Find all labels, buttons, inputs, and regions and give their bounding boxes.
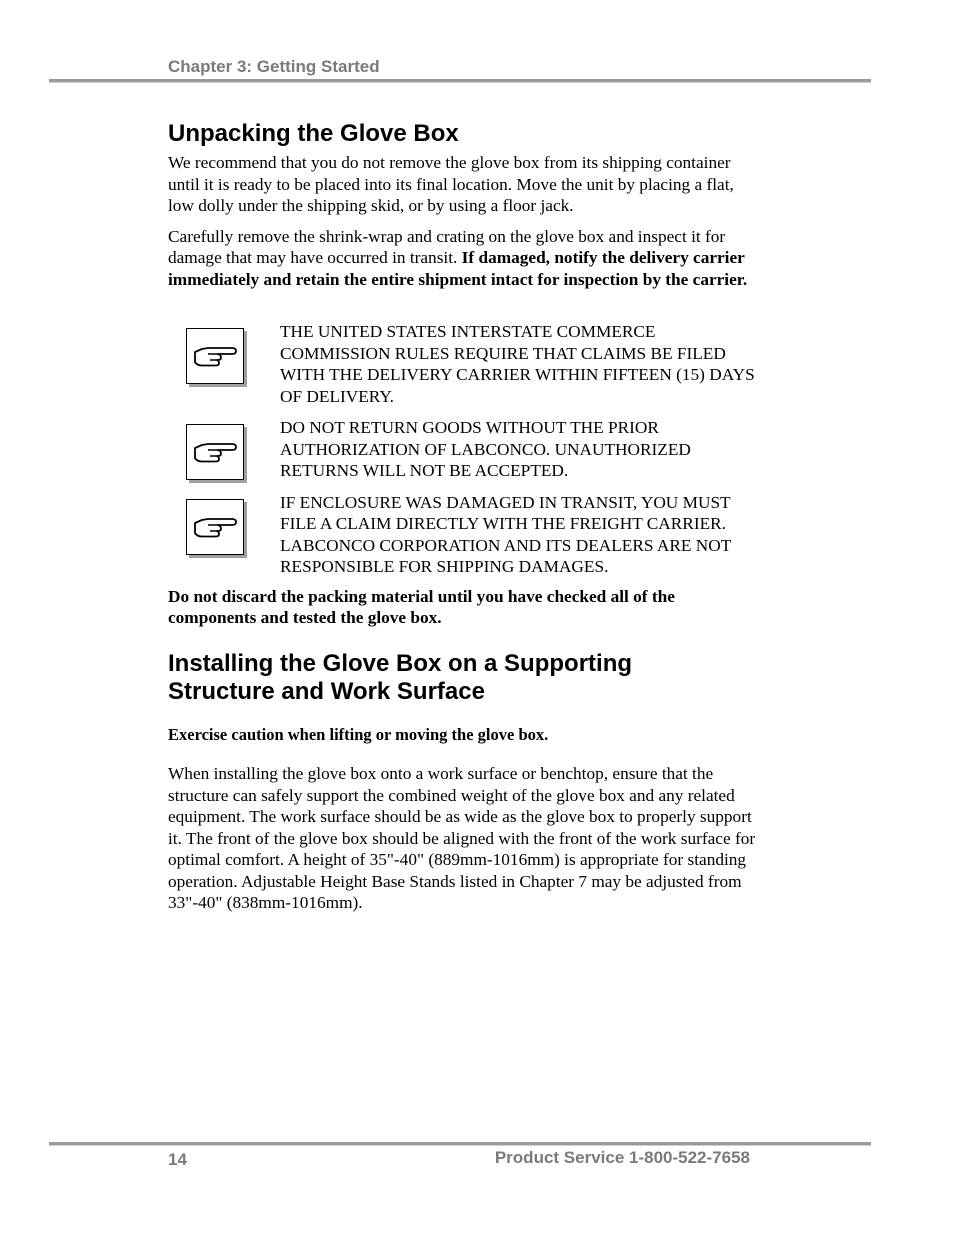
paragraph-inspect	[168, 226, 758, 291]
paragraph-recommend: We recommend that you do not remove the glove box from its shipping container until it is ready to be placed into its final location. Move the unit by placing a flat, low dolly under the shipping skid, or by using a floor jack.	[168, 153, 734, 215]
footer-rule	[49, 1142, 871, 1146]
section-title-unpacking: Unpacking the Glove Box	[168, 120, 459, 147]
chapter-header: Chapter 3: Getting Started	[168, 57, 380, 76]
caution-text: Exercise caution when lifting or moving the glove box.	[168, 724, 549, 744]
header-rule	[49, 79, 871, 83]
product-service-phone: Product Service 1-800-522-7658	[494, 1148, 750, 1167]
paragraph-packing-material: Do not discard the packing material until you have checked all of the components and tested the glove box.	[168, 586, 675, 627]
note-text: DO NOT RETURN GOODS WITHOUT THE PRIOR AUTHORIZATION OF LABCONCO. UNAUTHORIZED RETURNS WILL NOT BE ACCEPTED.	[280, 418, 691, 480]
note-text: THE UNITED STATES INTERSTATE COMMERCE COMMISSION RULES REQUIRE THAT CLAIMS BE FILED WITH THE DELIVERY CARRIER WITHIN FIFTEEN (15) DAYS OF DELIVERY.	[280, 322, 755, 406]
note-damage-claim	[168, 492, 758, 578]
section-title-installing: Installing the Glove Box on a Supporting Structure and Work Surface	[168, 649, 633, 705]
note-no-return	[168, 417, 758, 482]
paragraph-inspect-text: Carefully remove the shrink-wrap and crating on the glove box and inspect it for damage that may have occurred in transit.	[168, 226, 726, 267]
paragraph-inspect-warning: If damaged, notify the delivery carrier immediately and retain the entire shipment intact for inspection by the carrier.	[168, 248, 748, 289]
paragraph-installing: When installing the glove box onto a work surface or benchtop, ensure that the structure can safely support the combined weight of the glove box and any related equipment. The work surface should be as wide as the glove box to properly support it. The front of the glove box should be aligned with the front of the work surface for optimal comfort. A height of 35"-40" (889mm-1016mm) is appropriate for standing operation. Adjustable Height Base Stands listed in Chapter 7 may be adjusted from 33"-40" (838mm-1016mm).	[168, 764, 756, 912]
note-text: IF ENCLOSURE WAS DAMAGED IN TRANSIT, YOU MUST FILE A CLAIM DIRECTLY WITH THE FREIGHT CARRIER. LABCONCO CORPORATION AND ITS DEALERS ARE NOT RESPONSIBLE FOR SHIPPING DAMAGES.	[280, 492, 731, 576]
page-number: 14	[168, 1150, 187, 1169]
pointing-hand-icon	[186, 499, 244, 555]
pointing-hand-icon	[186, 424, 244, 480]
pointing-hand-icon	[186, 328, 244, 384]
note-icc-rules	[168, 321, 758, 407]
page-content	[168, 120, 758, 923]
